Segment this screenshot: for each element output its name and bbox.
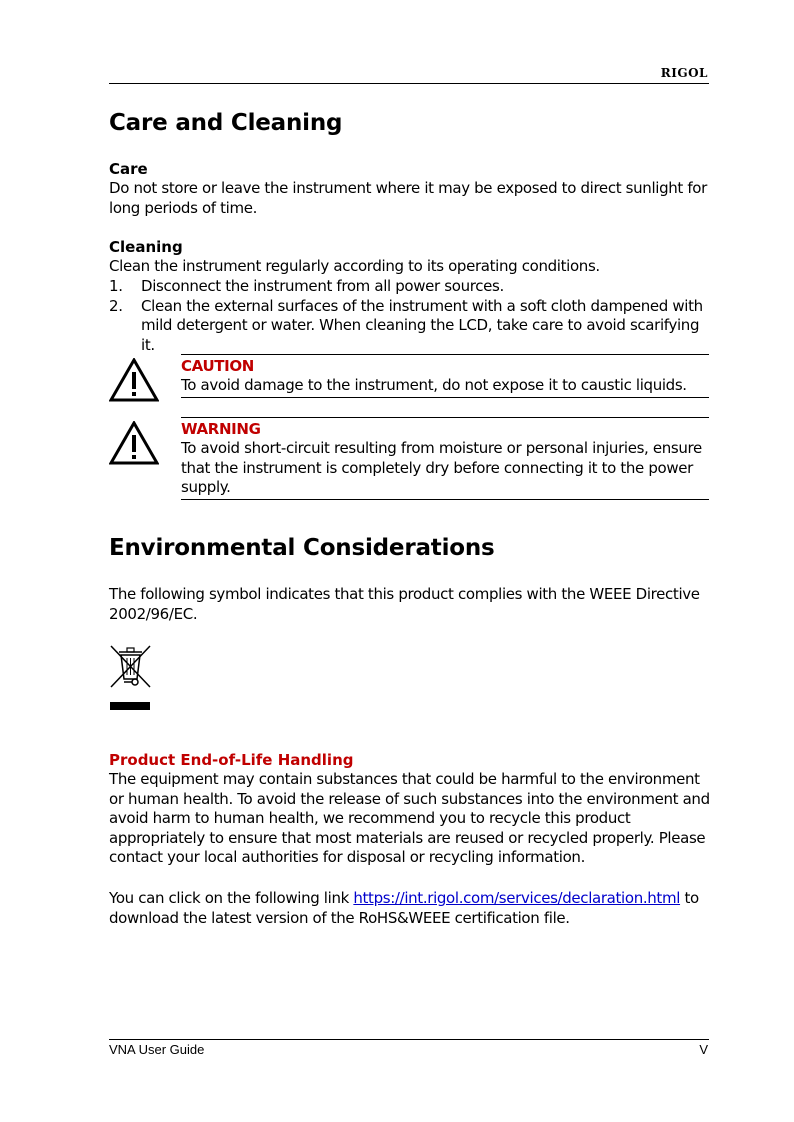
caution-notice <box>109 354 709 414</box>
caution-box <box>181 354 709 398</box>
caution-label: CAUTION <box>181 357 255 375</box>
eol-heading: Product End-of-Life Handling <box>109 751 354 769</box>
link-prefix: You can click on the following link <box>109 889 354 907</box>
care-text: Do not store or leave the instrument where it may be exposed to direct sunlight for long periods of time. <box>109 179 707 217</box>
link-suffix: to download the latest version of the RoHS&WEEE certification file. <box>109 889 699 927</box>
step-text: Clean the external surfaces of the instrument with a soft cloth dampened with mild detergent or water. When cleaning the LCD, take care to avoid scarifying it. <box>141 296 703 354</box>
weee-intro: The following symbol indicates that this product complies with the WEEE Directive 2002/96/EC. <box>109 585 700 623</box>
cleaning-intro: Clean the instrument regularly according to its operating conditions. <box>109 257 600 275</box>
warning-text: To avoid short-circuit resulting from moisture or personal injuries, ensure that the instrument is completely dry before connecting it to the power supply. <box>181 439 702 497</box>
rohs-paragraph <box>109 889 713 928</box>
caution-text: To avoid damage to the instrument, do not expose it to caustic liquids. <box>181 376 687 394</box>
list-item <box>109 297 713 356</box>
environmental-title: Environmental Considerations <box>109 535 495 561</box>
warning-label: WARNING <box>181 420 261 438</box>
footer-doc-title: VNA User Guide <box>109 1042 205 1057</box>
warning-notice <box>109 417 709 497</box>
page-number: V <box>699 1042 708 1057</box>
care-cleaning-title: Care and Cleaning <box>109 110 343 136</box>
crossed-out-bin-icon <box>109 643 153 713</box>
warning-triangle-icon <box>109 421 159 465</box>
header-rule <box>109 83 709 84</box>
header-brand: RIGOL <box>660 66 708 80</box>
step-text: Disconnect the instrument from all power sources. <box>141 277 504 295</box>
eol-text: The equipment may contain substances that could be harmful to the environment or human health. To avoid the release of such substances into the environment and avoid harm to human health, we recommend you to recycle this product appropriately to ensure that most materials are reused or recycled properly. Please contact your local authorities for disposal or recycling information. <box>109 770 710 867</box>
list-item <box>109 277 713 297</box>
step-number: 1. <box>109 277 123 295</box>
step-number: 2. <box>109 296 123 315</box>
warning-box <box>181 417 709 500</box>
declaration-link[interactable]: https://int.rigol.com/services/declaration.html <box>353 889 681 907</box>
warning-triangle-icon <box>109 358 159 402</box>
cleaning-heading: Cleaning <box>109 238 183 256</box>
care-heading: Care <box>109 160 148 178</box>
footer-rule <box>109 1039 709 1040</box>
cleaning-steps <box>109 277 713 355</box>
